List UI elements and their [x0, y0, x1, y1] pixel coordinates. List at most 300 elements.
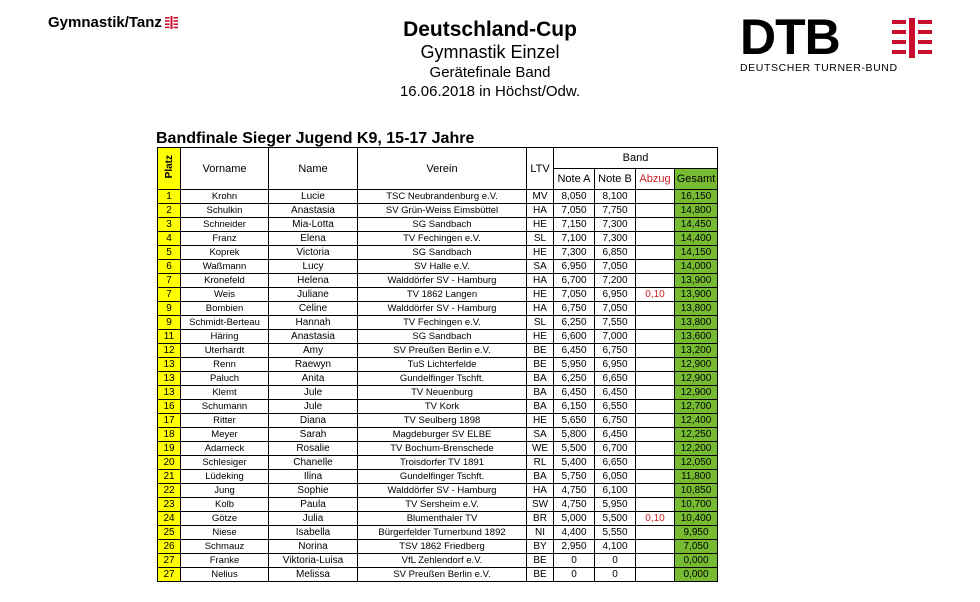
note-a-cell: 8,050: [554, 190, 595, 204]
table-row: [158, 302, 718, 316]
abzug-cell: [636, 568, 675, 582]
ltv-cell: SW: [527, 498, 554, 512]
verein-cell: SV Preußen Berlin e.V.: [358, 344, 527, 358]
note-a-cell: 7,050: [554, 204, 595, 218]
verein-cell: SV Preußen Berlin e.V.: [358, 568, 527, 582]
platz-cell: 9: [158, 316, 181, 330]
name-cell: Elena: [269, 232, 358, 246]
name-cell: Lucie: [269, 190, 358, 204]
vorname-cell: Adameck: [181, 442, 269, 456]
vorname-cell: Klemt: [181, 386, 269, 400]
gesamt-cell: 14,000: [675, 260, 718, 274]
vorname-cell: Weis: [181, 288, 269, 302]
table-row: [158, 386, 718, 400]
table-row: [158, 232, 718, 246]
abzug-cell: 0,10: [636, 288, 675, 302]
ltv-cell: BA: [527, 470, 554, 484]
name-cell: Hannah: [269, 316, 358, 330]
verein-cell: Troisdorfer TV 1891: [358, 456, 527, 470]
name-cell: Chanelle: [269, 456, 358, 470]
platz-cell: 21: [158, 470, 181, 484]
col-verein-header: Verein: [358, 148, 527, 190]
note-a-cell: 2,950: [554, 540, 595, 554]
table-row: [158, 428, 718, 442]
table-row: [158, 526, 718, 540]
platz-cell: 7: [158, 274, 181, 288]
verein-cell: VfL Zehlendorf e.V.: [358, 554, 527, 568]
note-a-cell: 4,750: [554, 498, 595, 512]
name-cell: Sophie: [269, 484, 358, 498]
verein-cell: TV Bochum-Brenschede: [358, 442, 527, 456]
ltv-cell: SA: [527, 260, 554, 274]
gesamt-cell: 13,600: [675, 330, 718, 344]
verein-cell: Blumenthaler TV: [358, 512, 527, 526]
col-vorname-header: Vorname: [181, 148, 269, 190]
gesamt-cell: 14,450: [675, 218, 718, 232]
abzug-cell: [636, 470, 675, 484]
document-title: Deutschland-Cup: [403, 18, 577, 41]
gesamt-cell: 12,250: [675, 428, 718, 442]
gesamt-cell: 0,000: [675, 568, 718, 582]
name-cell: Amy: [269, 344, 358, 358]
note-a-cell: 6,600: [554, 330, 595, 344]
verein-cell: Bürgerfelder Turnerbund 1892: [358, 526, 527, 540]
name-cell: Anastasia: [269, 204, 358, 218]
platz-cell: 1: [158, 190, 181, 204]
verein-cell: Gundelfinger Tschft.: [358, 372, 527, 386]
note-b-cell: 0: [595, 554, 636, 568]
note-b-cell: 6,950: [595, 288, 636, 302]
note-b-cell: 0: [595, 568, 636, 582]
ltv-cell: WE: [527, 442, 554, 456]
table-row: [158, 218, 718, 232]
platz-cell: 23: [158, 498, 181, 512]
note-a-cell: 6,450: [554, 386, 595, 400]
name-cell: Norina: [269, 540, 358, 554]
table-row: [158, 484, 718, 498]
vorname-cell: Schmidt-Berteau: [181, 316, 269, 330]
band-group-header: Band: [554, 148, 718, 169]
name-cell: Diana: [269, 414, 358, 428]
gesamt-cell: 11,800: [675, 470, 718, 484]
note-b-cell: 5,550: [595, 526, 636, 540]
name-cell: Isabella: [269, 526, 358, 540]
ltv-cell: BE: [527, 358, 554, 372]
vorname-cell: Renn: [181, 358, 269, 372]
platz-cell: 3: [158, 218, 181, 232]
ltv-cell: MV: [527, 190, 554, 204]
platz-cell: 12: [158, 344, 181, 358]
name-cell: Juliane: [269, 288, 358, 302]
platz-cell: 25: [158, 526, 181, 540]
col-gesamt-header: Gesamt: [675, 169, 718, 190]
vorname-cell: Schlesiger: [181, 456, 269, 470]
ltv-cell: HE: [527, 246, 554, 260]
vorname-cell: Franz: [181, 232, 269, 246]
note-a-cell: 6,250: [554, 316, 595, 330]
abzug-cell: [636, 414, 675, 428]
platz-cell: 6: [158, 260, 181, 274]
note-b-cell: 7,750: [595, 204, 636, 218]
note-a-cell: 4,750: [554, 484, 595, 498]
table-row: [158, 568, 718, 582]
gesamt-cell: 10,850: [675, 484, 718, 498]
verein-cell: Walddörfer SV - Hamburg: [358, 302, 527, 316]
platz-cell: 13: [158, 358, 181, 372]
abzug-cell: [636, 358, 675, 372]
col-note-a-header: Note A: [554, 169, 595, 190]
abzug-cell: [636, 344, 675, 358]
platz-cell: 27: [158, 568, 181, 582]
abzug-cell: [636, 428, 675, 442]
note-a-cell: 0: [554, 554, 595, 568]
note-b-cell: 4,100: [595, 540, 636, 554]
name-cell: Melissa: [269, 568, 358, 582]
note-b-cell: 5,500: [595, 512, 636, 526]
table-row: [158, 274, 718, 288]
ltv-cell: HA: [527, 484, 554, 498]
gesamt-cell: 10,700: [675, 498, 718, 512]
verein-cell: SG Sandbach: [358, 246, 527, 260]
table-row: [158, 344, 718, 358]
gesamt-cell: 10,400: [675, 512, 718, 526]
note-a-cell: 6,950: [554, 260, 595, 274]
name-cell: Julia: [269, 512, 358, 526]
name-cell: Lucy: [269, 260, 358, 274]
platz-cell: 19: [158, 442, 181, 456]
abzug-cell: [636, 442, 675, 456]
note-b-cell: 6,450: [595, 428, 636, 442]
vorname-cell: Franke: [181, 554, 269, 568]
vorname-cell: Niese: [181, 526, 269, 540]
verein-cell: TV Seulberg 1898: [358, 414, 527, 428]
vorname-cell: Paluch: [181, 372, 269, 386]
final-line: Gerätefinale Band: [429, 64, 551, 81]
verein-cell: TV Fechingen e.V.: [358, 316, 527, 330]
results-table: [157, 147, 718, 582]
ltv-cell: SL: [527, 232, 554, 246]
name-cell: Anastasia: [269, 330, 358, 344]
abzug-cell: [636, 330, 675, 344]
platz-cell: 27: [158, 554, 181, 568]
gesamt-cell: 13,200: [675, 344, 718, 358]
abzug-cell: [636, 498, 675, 512]
verein-cell: SV Grün-Weiss Eimsbüttel: [358, 204, 527, 218]
verein-cell: TV Neuenburg: [358, 386, 527, 400]
table-row: [158, 204, 718, 218]
gesamt-cell: 12,050: [675, 456, 718, 470]
note-a-cell: 7,300: [554, 246, 595, 260]
gymnastik-tanz-label: Gymnastik/Tanz: [48, 14, 162, 31]
ltv-cell: HA: [527, 302, 554, 316]
name-cell: Rosalie: [269, 442, 358, 456]
abzug-cell: [636, 260, 675, 274]
verein-cell: TSC Neubrandenburg e.V.: [358, 190, 527, 204]
name-cell: Paula: [269, 498, 358, 512]
section-title: Bandfinale Sieger Jugend K9, 15-17 Jahre: [156, 130, 475, 147]
gesamt-cell: 13,900: [675, 288, 718, 302]
platz-cell: 17: [158, 414, 181, 428]
dtb-logo: [740, 9, 936, 74]
platz-cell: 18: [158, 428, 181, 442]
note-b-cell: 6,700: [595, 442, 636, 456]
note-b-cell: 6,450: [595, 386, 636, 400]
vorname-cell: Schumann: [181, 400, 269, 414]
note-b-cell: 6,650: [595, 372, 636, 386]
ltv-cell: HE: [527, 414, 554, 428]
verein-cell: SV Halle e.V.: [358, 260, 527, 274]
table-row: [158, 414, 718, 428]
name-cell: Ilina: [269, 470, 358, 484]
name-cell: Jule: [269, 400, 358, 414]
ltv-cell: BA: [527, 400, 554, 414]
vorname-cell: Bombien: [181, 302, 269, 316]
note-b-cell: 6,650: [595, 456, 636, 470]
table-row: [158, 358, 718, 372]
abzug-cell: 0,10: [636, 512, 675, 526]
note-b-cell: 7,300: [595, 232, 636, 246]
gesamt-cell: 12,700: [675, 400, 718, 414]
platz-cell: 2: [158, 204, 181, 218]
abzug-cell: [636, 218, 675, 232]
table-row: [158, 400, 718, 414]
ltv-cell: BA: [527, 386, 554, 400]
ltv-cell: HE: [527, 330, 554, 344]
gesamt-cell: 14,400: [675, 232, 718, 246]
ltv-cell: BE: [527, 554, 554, 568]
gesamt-cell: 12,400: [675, 414, 718, 428]
table-row: [158, 260, 718, 274]
abzug-cell: [636, 540, 675, 554]
note-a-cell: 6,150: [554, 400, 595, 414]
abzug-cell: [636, 246, 675, 260]
gesamt-cell: 12,900: [675, 386, 718, 400]
platz-cell: 5: [158, 246, 181, 260]
name-cell: Anita: [269, 372, 358, 386]
ltv-cell: BR: [527, 512, 554, 526]
abzug-cell: [636, 526, 675, 540]
verein-cell: Gundelfinger Tschft.: [358, 470, 527, 484]
note-b-cell: 6,750: [595, 414, 636, 428]
note-b-cell: 7,550: [595, 316, 636, 330]
platz-cell: 9: [158, 302, 181, 316]
vorname-cell: Schmauz: [181, 540, 269, 554]
platz-cell: 16: [158, 400, 181, 414]
gesamt-cell: 9,950: [675, 526, 718, 540]
vorname-cell: Nelius: [181, 568, 269, 582]
table-row: [158, 512, 718, 526]
note-b-cell: 6,950: [595, 358, 636, 372]
vorname-cell: Meyer: [181, 428, 269, 442]
platz-cell: 13: [158, 386, 181, 400]
note-a-cell: 5,500: [554, 442, 595, 456]
gymnastik-tanz-brand: [48, 14, 178, 33]
gesamt-cell: 13,800: [675, 302, 718, 316]
name-cell: Helena: [269, 274, 358, 288]
vorname-cell: Häring: [181, 330, 269, 344]
ltv-cell: BE: [527, 568, 554, 582]
gesamt-cell: 13,800: [675, 316, 718, 330]
col-ltv-header: LTV: [527, 148, 554, 190]
note-b-cell: 7,000: [595, 330, 636, 344]
dtb-mark-icon: [165, 16, 178, 33]
note-a-cell: 5,950: [554, 358, 595, 372]
gesamt-cell: 12,900: [675, 358, 718, 372]
note-a-cell: 6,750: [554, 302, 595, 316]
table-row: [158, 442, 718, 456]
verein-cell: TV 1862 Langen: [358, 288, 527, 302]
table-row: [158, 288, 718, 302]
name-cell: Sarah: [269, 428, 358, 442]
vorname-cell: Schneider: [181, 218, 269, 232]
name-cell: Victoria: [269, 246, 358, 260]
verein-cell: TSV 1862 Friedberg: [358, 540, 527, 554]
dtb-wordmark: DTB: [740, 9, 840, 65]
note-b-cell: 6,100: [595, 484, 636, 498]
abzug-cell: [636, 316, 675, 330]
abzug-cell: [636, 386, 675, 400]
col-note-b-header: Note B: [595, 169, 636, 190]
note-b-cell: 7,200: [595, 274, 636, 288]
date-location-line: 16.06.2018 in Höchst/Odw.: [399, 83, 581, 100]
vorname-cell: Jung: [181, 484, 269, 498]
note-b-cell: 5,950: [595, 498, 636, 512]
vorname-cell: Kronefeld: [181, 274, 269, 288]
name-cell: Viktoria-Luisa: [269, 554, 358, 568]
ltv-cell: NI: [527, 526, 554, 540]
note-b-cell: 7,050: [595, 302, 636, 316]
name-cell: Raewyn: [269, 358, 358, 372]
verein-cell: SG Sandbach: [358, 330, 527, 344]
verein-cell: Walddörfer SV - Hamburg: [358, 274, 527, 288]
vorname-cell: Lüdeking: [181, 470, 269, 484]
verein-cell: SG Sandbach: [358, 218, 527, 232]
vorname-cell: Koprek: [181, 246, 269, 260]
table-row: [158, 190, 718, 204]
abzug-cell: [636, 400, 675, 414]
ltv-cell: BA: [527, 372, 554, 386]
note-a-cell: 7,100: [554, 232, 595, 246]
table-row: [158, 470, 718, 484]
note-b-cell: 6,850: [595, 246, 636, 260]
platz-cell: 20: [158, 456, 181, 470]
vorname-cell: Ritter: [181, 414, 269, 428]
note-b-cell: 7,300: [595, 218, 636, 232]
vorname-cell: Götze: [181, 512, 269, 526]
abzug-cell: [636, 484, 675, 498]
note-a-cell: 7,150: [554, 218, 595, 232]
platz-cell: 7: [158, 288, 181, 302]
platz-cell: 4: [158, 232, 181, 246]
note-a-cell: 5,800: [554, 428, 595, 442]
document-header: [300, 18, 680, 101]
table-row: [158, 330, 718, 344]
gesamt-cell: 16,150: [675, 190, 718, 204]
ltv-cell: SA: [527, 428, 554, 442]
note-a-cell: 6,700: [554, 274, 595, 288]
abzug-cell: [636, 204, 675, 218]
table-row: [158, 498, 718, 512]
note-b-cell: 7,050: [595, 260, 636, 274]
gesamt-cell: 12,900: [675, 372, 718, 386]
gesamt-cell: 14,800: [675, 204, 718, 218]
name-cell: Celine: [269, 302, 358, 316]
note-a-cell: 5,750: [554, 470, 595, 484]
note-a-cell: 6,450: [554, 344, 595, 358]
ltv-cell: BE: [527, 344, 554, 358]
ltv-cell: RL: [527, 456, 554, 470]
verein-cell: Magdeburger SV ELBE: [358, 428, 527, 442]
note-b-cell: 8,100: [595, 190, 636, 204]
note-a-cell: 6,250: [554, 372, 595, 386]
col-abzug-header: Abzug: [636, 169, 675, 190]
note-a-cell: 4,400: [554, 526, 595, 540]
platz-cell: 11: [158, 330, 181, 344]
abzug-cell: [636, 554, 675, 568]
gesamt-cell: 0,000: [675, 554, 718, 568]
verein-cell: TuS Lichterfelde: [358, 358, 527, 372]
platz-cell: 26: [158, 540, 181, 554]
note-a-cell: 5,000: [554, 512, 595, 526]
gesamt-cell: 14,150: [675, 246, 718, 260]
col-name-header: Name: [269, 148, 358, 190]
abzug-cell: [636, 274, 675, 288]
abzug-cell: [636, 372, 675, 386]
vorname-cell: Schulkin: [181, 204, 269, 218]
gesamt-cell: 7,050: [675, 540, 718, 554]
note-b-cell: 6,750: [595, 344, 636, 358]
table-row: [158, 540, 718, 554]
abzug-cell: [636, 190, 675, 204]
abzug-cell: [636, 456, 675, 470]
dtb-subtitle: DEUTSCHER TURNER-BUND: [740, 62, 898, 74]
verein-cell: TV Kork: [358, 400, 527, 414]
note-a-cell: 0: [554, 568, 595, 582]
vorname-cell: Kolb: [181, 498, 269, 512]
vorname-cell: Waßmann: [181, 260, 269, 274]
ltv-cell: HE: [527, 288, 554, 302]
verein-cell: TV Fechingen e.V.: [358, 232, 527, 246]
ltv-cell: HE: [527, 218, 554, 232]
vorname-cell: Krohn: [181, 190, 269, 204]
ltv-cell: SL: [527, 316, 554, 330]
platz-cell: 22: [158, 484, 181, 498]
note-b-cell: 6,550: [595, 400, 636, 414]
verein-cell: Walddörfer SV - Hamburg: [358, 484, 527, 498]
abzug-cell: [636, 302, 675, 316]
dtb-emblem-icon: [892, 18, 932, 63]
note-a-cell: 5,650: [554, 414, 595, 428]
gesamt-cell: 13,900: [675, 274, 718, 288]
ltv-cell: HA: [527, 204, 554, 218]
col-platz-header: Platz: [158, 148, 181, 190]
table-row: [158, 316, 718, 330]
name-cell: Mia-Lotta: [269, 218, 358, 232]
platz-cell: 13: [158, 372, 181, 386]
note-b-cell: 6,050: [595, 470, 636, 484]
vorname-cell: Uterhardt: [181, 344, 269, 358]
abzug-cell: [636, 232, 675, 246]
note-a-cell: 5,400: [554, 456, 595, 470]
platz-cell: 24: [158, 512, 181, 526]
name-cell: Jule: [269, 386, 358, 400]
ltv-cell: HA: [527, 274, 554, 288]
table-row: [158, 246, 718, 260]
table-row: [158, 554, 718, 568]
table-row: [158, 372, 718, 386]
note-a-cell: 7,050: [554, 288, 595, 302]
verein-cell: TV Sersheim e.V.: [358, 498, 527, 512]
